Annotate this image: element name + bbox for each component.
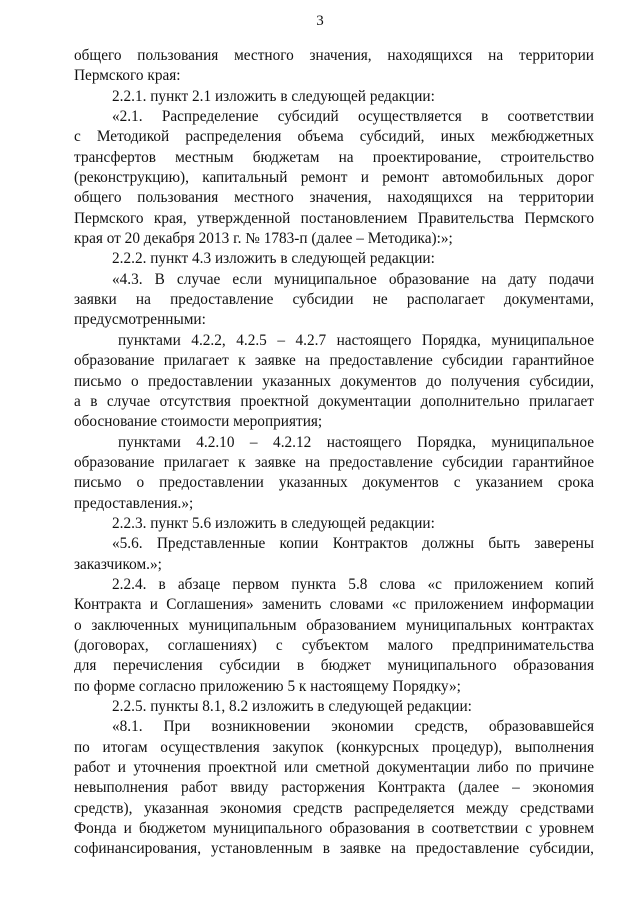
text-line: а в случае отсутствия проектной документации дополнительно прилагает bbox=[74, 392, 594, 410]
text-line: письмо о предоставлении указанных документов до получения субсидии, bbox=[74, 372, 594, 390]
text-line: о заключенных муниципальным образованием муниципальных контрактах bbox=[74, 616, 594, 634]
text-line: «2.1. Распределение субсидий осуществляется в соответствии bbox=[112, 108, 594, 126]
text-line: Фонда и бюджетом муниципального образования в соответствии с уровнем bbox=[74, 820, 594, 838]
text-line: общего пользования местного значения, находящихся на территории bbox=[74, 189, 594, 207]
text-line: невыполнения работ ввиду расторжения Контракта (далее – экономия bbox=[74, 779, 594, 797]
text-line: работ и уточнения проектной или сметной документации либо по причине bbox=[74, 759, 594, 777]
text-line: 2.2.1. пункт 2.1 изложить в следующей редакции: bbox=[112, 87, 435, 105]
text-line: предусмотренными: bbox=[74, 311, 206, 329]
text-line: для перечисления субсидии в бюджет муниципального образования bbox=[74, 657, 594, 675]
text-line: Пермского края: bbox=[74, 67, 181, 85]
text-line: «4.3. В случае если муниципальное образование на дату подачи bbox=[112, 270, 594, 288]
text-line: 2.2.3. пункт 5.6 изложить в следующей редакции: bbox=[112, 514, 435, 532]
text-line: Контракта и Соглашения» заменить словами «с приложением информации bbox=[74, 596, 594, 614]
text-line: «5.6. Представленные копии Контрактов должны быть заверены bbox=[112, 535, 594, 553]
text-line: пунктами 4.2.2, 4.2.5 – 4.2.7 настоящего Порядка, муниципальное bbox=[118, 331, 594, 349]
text-line: по форме согласно приложению 5 к настоящему Порядку»; bbox=[74, 677, 461, 695]
body-text bbox=[74, 46, 594, 860]
text-line: по итогам осуществления закупок (конкурсных процедур), выполнения bbox=[74, 738, 594, 756]
text-line: Пермского края, утвержденной постановлением Правительства Пермского bbox=[74, 209, 594, 227]
text-line: предоставления.»; bbox=[74, 494, 194, 512]
text-line: 2.2.4. в абзаце первом пункта 5.8 слова «с приложением копий bbox=[112, 575, 594, 593]
text-line: (договорах, соглашениях) с субъектом малого предпринимательства bbox=[74, 636, 594, 654]
text-line: образование прилагает к заявке на предоставление субсидии гарантийное bbox=[74, 352, 594, 370]
text-line: заказчиком.»; bbox=[74, 555, 162, 573]
text-line: с Методикой распределения объема субсидий, иных межбюджетных bbox=[74, 128, 594, 146]
text-line: общего пользования местного значения, находящихся на территории bbox=[74, 47, 594, 64]
text-line: заявки на предоставление субсидии не располагает документами, bbox=[74, 291, 594, 309]
text-line: «8.1. При возникновении экономии средств, образовавшейся bbox=[112, 718, 594, 736]
text-line: обоснование стоимости мероприятия; bbox=[74, 413, 323, 431]
text-line: 2.2.2. пункт 4.3 изложить в следующей редакции: bbox=[112, 250, 435, 268]
text-line: софинансирования, установленным в заявке на предоставление субсидии, bbox=[74, 840, 594, 858]
text-line: трансфертов местным бюджетам на проектирование, строительство bbox=[74, 148, 594, 166]
text-line: 2.2.5. пункты 8.1, 8.2 изложить в следующей редакции: bbox=[112, 698, 472, 715]
text-line: средств), указанная экономия средств распределяется между средствами bbox=[74, 799, 594, 817]
page-number: 3 bbox=[316, 13, 324, 29]
text-line: образование прилагает к заявке на предоставление субсидии гарантийное bbox=[74, 453, 594, 471]
text-line: края от 20 декабря 2013 г. № 1783-п (далее – Методика):»; bbox=[74, 230, 453, 248]
text-line: письмо о предоставлении указанных документов с указанием срока bbox=[74, 474, 594, 492]
text-line: (реконструкцию), капитальный ремонт и ремонт автомобильных дорог bbox=[74, 169, 594, 187]
text-line: пунктами 4.2.10 – 4.2.12 настоящего Порядка, муниципальное bbox=[118, 433, 594, 451]
